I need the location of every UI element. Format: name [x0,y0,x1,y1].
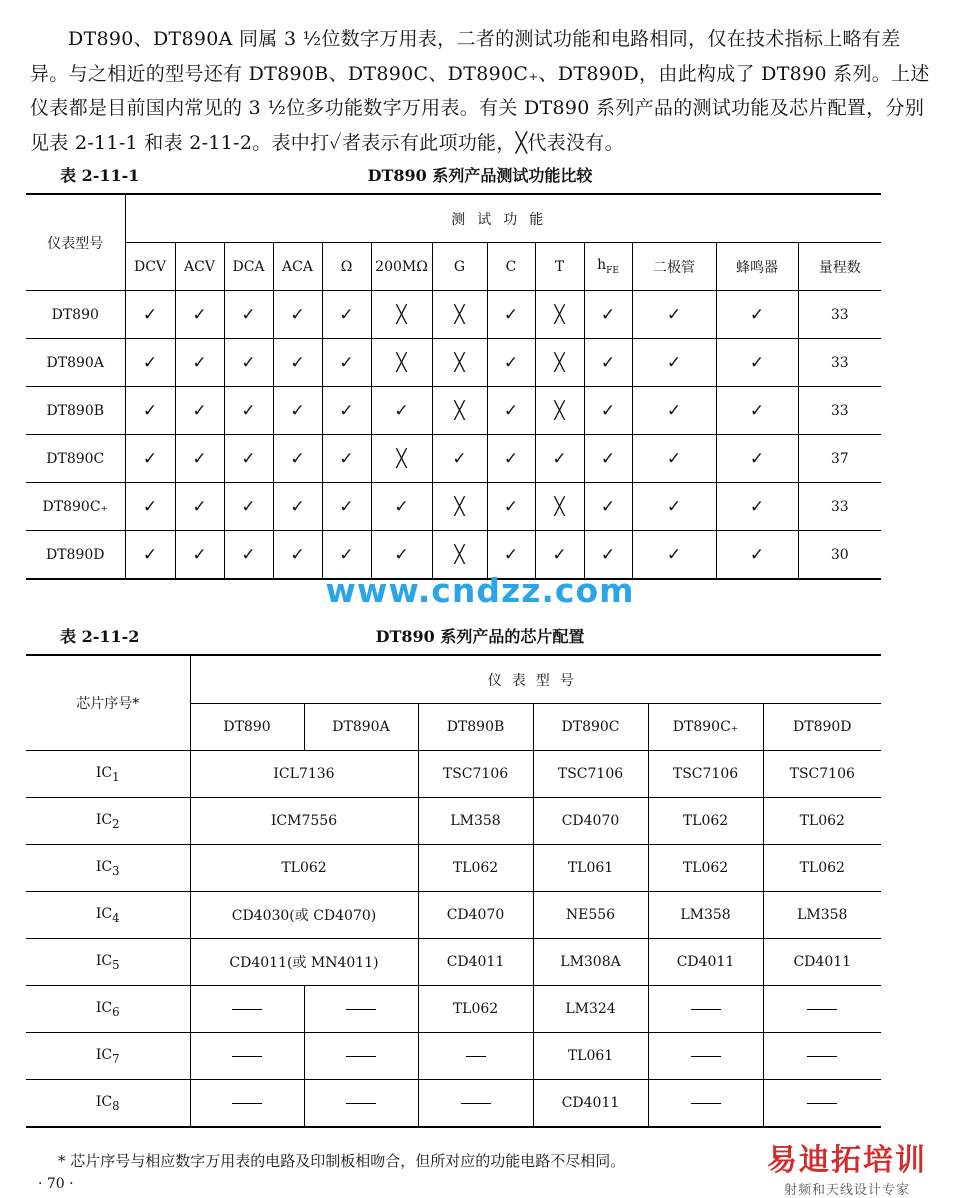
function-mark-cell: ✓ [224,387,273,435]
watermark: www.cndzz.com [325,571,635,610]
function-mark-cell: ✓ [716,339,798,387]
function-mark-cell: ✓ [322,435,371,483]
function-mark-cell: ✓ [371,387,432,435]
empty-cell [763,1080,881,1128]
model-header: DT890C [533,704,648,751]
function-mark-cell: ✓ [224,483,273,531]
ic-label: $IC_6$ [26,986,190,1033]
function-mark-cell: ✓ [273,339,322,387]
column-header: Ω [322,243,371,291]
chip-cell: TL061 [533,1033,648,1080]
column-header: DCA [224,243,273,291]
ic-label: $IC_1$ [26,751,190,798]
table-row [26,483,881,531]
function-mark-cell: ✓ [224,291,273,339]
function-mark-cell: ✓ [432,435,487,483]
chip-configuration-table [26,654,881,1128]
range-count-cell: 33 [798,483,881,531]
chip-cell: CD4070 [418,892,533,939]
chip-cell: TL062 [418,845,533,892]
function-mark-cell: ✓ [273,531,322,580]
function-mark-cell: ✓ [716,483,798,531]
function-mark-cell: ✓ [175,339,224,387]
function-mark-cell: ✓ [632,387,716,435]
function-mark-cell: ✓ [584,435,632,483]
chip-cell: CD4011 [533,1080,648,1128]
chip-cell: TL062 [763,845,881,892]
table-row [26,845,881,892]
chip-cell-merged: ICL7136 [190,751,418,798]
model-cell: DT890B [26,387,125,435]
function-mark-cell: ✓ [224,339,273,387]
model-cell: DT890D [26,531,125,580]
page-number: · 70 · [38,1176,74,1192]
function-mark-cell: ╳ [535,483,584,531]
function-mark-cell: ✓ [487,291,535,339]
table-row [26,939,881,986]
chip-header: 芯片序号* [26,655,190,751]
function-mark-cell: ╳ [535,339,584,387]
table-row [26,387,881,435]
function-mark-cell: ✓ [322,483,371,531]
function-mark-cell: ✓ [273,387,322,435]
chip-cell: TL061 [533,845,648,892]
chip-cell-merged: TL062 [190,845,418,892]
function-mark-cell: ╳ [432,291,487,339]
function-mark-cell: ✓ [175,483,224,531]
function-mark-cell: ✓ [632,339,716,387]
function-mark-cell: ✓ [175,291,224,339]
table-row [26,798,881,845]
table2-title: DT890 系列产品的芯片配置 [375,627,585,646]
chip-cell: TL062 [763,798,881,845]
function-mark-cell: ✓ [175,387,224,435]
ic-label: $IC_3$ [26,845,190,892]
model-header: DT890A [304,704,418,751]
function-mark-cell: ✓ [371,531,432,580]
function-mark-cell: ╳ [432,339,487,387]
model-header: DT890D [763,704,881,751]
function-mark-cell: ╳ [371,339,432,387]
function-mark-cell: ✓ [584,531,632,580]
function-mark-cell: ╳ [432,387,487,435]
table1-number: 表 2-11-1 [60,166,140,185]
chip-cell: TSC7106 [763,751,881,798]
function-mark-cell: ✓ [175,435,224,483]
function-comparison-table [26,193,881,580]
chip-cell: LM358 [648,892,763,939]
function-mark-cell: ✓ [632,483,716,531]
column-header-hfe: $h_{FE}$ [584,243,632,291]
column-header: T [535,243,584,291]
column-header: ACV [175,243,224,291]
logo-name: 易迪拓培训 [767,1143,927,1178]
function-mark-cell: ✓ [125,291,175,339]
chip-cell: TSC7106 [533,751,648,798]
chip-cell-merged: CD4011(或 MN4011) [190,939,418,986]
model-header: DT890B [418,704,533,751]
range-count-cell: 33 [798,387,881,435]
table2-number: 表 2-11-2 [60,627,140,646]
function-mark-cell: ✓ [584,483,632,531]
model-header: DT890 [190,704,304,751]
table-row [26,986,881,1033]
table-row [26,1080,881,1128]
empty-cell [304,986,418,1033]
function-mark-cell: ✓ [273,435,322,483]
table-row [26,892,881,939]
ic-label: $IC_7$ [26,1033,190,1080]
function-mark-cell: ✓ [322,387,371,435]
function-mark-cell: ✓ [125,387,175,435]
chip-cell: LM308A [533,939,648,986]
ic-label: $IC_5$ [26,939,190,986]
table-row [26,339,881,387]
empty-cell [190,1033,304,1080]
table-row [26,751,881,798]
chip-cell: CD4070 [533,798,648,845]
function-mark-cell: ✓ [322,291,371,339]
chip-cell: NE556 [533,892,648,939]
empty-cell [763,1033,881,1080]
chip-cell: TL062 [418,986,533,1033]
table-row [26,1033,881,1080]
table-row [26,435,881,483]
empty-cell [648,1033,763,1080]
function-mark-cell: ✓ [273,483,322,531]
chip-cell: CD4011 [648,939,763,986]
ic-label: $IC_2$ [26,798,190,845]
chip-cell: LM358 [418,798,533,845]
function-mark-cell: ✓ [535,531,584,580]
chip-cell: TSC7106 [418,751,533,798]
function-mark-cell: ╳ [432,483,487,531]
function-mark-cell: ✓ [125,435,175,483]
function-mark-cell: ✓ [224,531,273,580]
function-mark-cell: ✓ [487,435,535,483]
ic-label: $IC_8$ [26,1080,190,1128]
function-mark-cell: ╳ [371,435,432,483]
column-header: 200MΩ [371,243,432,291]
model-cell: DT890A [26,339,125,387]
empty-cell [648,1080,763,1128]
chip-cell: CD4011 [763,939,881,986]
function-mark-cell: ✓ [584,339,632,387]
empty-cell [763,986,881,1033]
model-header: 仪表型号 [26,194,125,291]
chip-cell: TSC7106 [648,751,763,798]
function-mark-cell: ✓ [371,483,432,531]
intro-paragraph: DT890、DT890A 同属 3 ½位数字万用表，二者的测试功能和电路相同，仅在技术指标上略有差异。与之相近的型号还有 DT890B、DT890C、DT890C₊、DT890D，由此构成了 DT890 系列。上述仪表都是目前国内常见的 3 ½位多功能数字万用表。有关 DT890 系列产品的测试功能及芯片配置，分别见表 2-11-1 和表 2-11-2。表中打✓者表示有此项功能，╳代表没有。 [30,28,930,154]
model-header: DT890C₊ [648,704,763,751]
column-header: G [432,243,487,291]
chip-cell: TL062 [648,845,763,892]
function-mark-cell: ✓ [487,339,535,387]
function-mark-cell: ✓ [224,435,273,483]
model-group-header: 仪表型号 [190,655,881,704]
function-mark-cell: ✓ [716,291,798,339]
empty-cell [418,1080,533,1128]
range-count-cell: 30 [798,531,881,580]
function-mark-cell: ✓ [322,531,371,580]
function-mark-cell: ✓ [716,435,798,483]
range-count-cell: 33 [798,339,881,387]
column-header: 量程数 [798,243,881,291]
function-mark-cell: ✓ [632,435,716,483]
column-header: 二极管 [632,243,716,291]
empty-cell [648,986,763,1033]
function-mark-cell: ╳ [432,531,487,580]
chip-cell: CD4011 [418,939,533,986]
function-column-headers [26,243,881,291]
function-mark-cell: ✓ [716,387,798,435]
empty-cell [418,1033,533,1080]
function-mark-cell: ✓ [487,531,535,580]
table-row [26,291,881,339]
function-mark-cell: ╳ [535,387,584,435]
function-mark-cell: ✓ [716,531,798,580]
function-mark-cell: ✓ [584,291,632,339]
column-header: 蜂鸣器 [716,243,798,291]
table1-title: DT890 系列产品测试功能比较 [367,166,593,185]
empty-cell [304,1033,418,1080]
chip-cell: LM358 [763,892,881,939]
range-count-cell: 33 [798,291,881,339]
ic-label: $IC_4$ [26,892,190,939]
model-cell: DT890 [26,291,125,339]
empty-cell [304,1080,418,1128]
function-group-header: 测试功能 [125,194,881,243]
function-mark-cell: ✓ [273,291,322,339]
publisher-logo [738,1135,956,1198]
logo-tagline: 射频和天线设计专家 [783,1183,910,1198]
chip-cell-merged: ICM7556 [190,798,418,845]
function-mark-cell: ╳ [371,291,432,339]
function-mark-cell: ✓ [632,531,716,580]
model-cell: DT890C [26,435,125,483]
function-mark-cell: ✓ [632,291,716,339]
function-mark-cell: ✓ [487,483,535,531]
column-header: C [487,243,535,291]
chip-cell: TL062 [648,798,763,845]
range-count-cell: 37 [798,435,881,483]
function-mark-cell: ✓ [584,387,632,435]
function-mark-cell: ╳ [535,291,584,339]
column-header: ACA [273,243,322,291]
function-mark-cell: ✓ [487,387,535,435]
empty-cell [190,1080,304,1128]
column-header: DCV [125,243,175,291]
chip-cell-merged: CD4030(或 CD4070) [190,892,418,939]
function-mark-cell: ✓ [125,531,175,580]
empty-cell [190,986,304,1033]
function-mark-cell: ✓ [125,483,175,531]
footnote: * 芯片序号与相应数字万用表的电路及印制板相吻合，但所对应的功能电路不尽相同。 [58,1152,626,1170]
chip-cell: LM324 [533,986,648,1033]
function-mark-cell: ✓ [535,435,584,483]
model-cell: DT890C₊ [26,483,125,531]
function-mark-cell: ✓ [175,531,224,580]
function-mark-cell: ✓ [125,339,175,387]
function-mark-cell: ✓ [322,339,371,387]
